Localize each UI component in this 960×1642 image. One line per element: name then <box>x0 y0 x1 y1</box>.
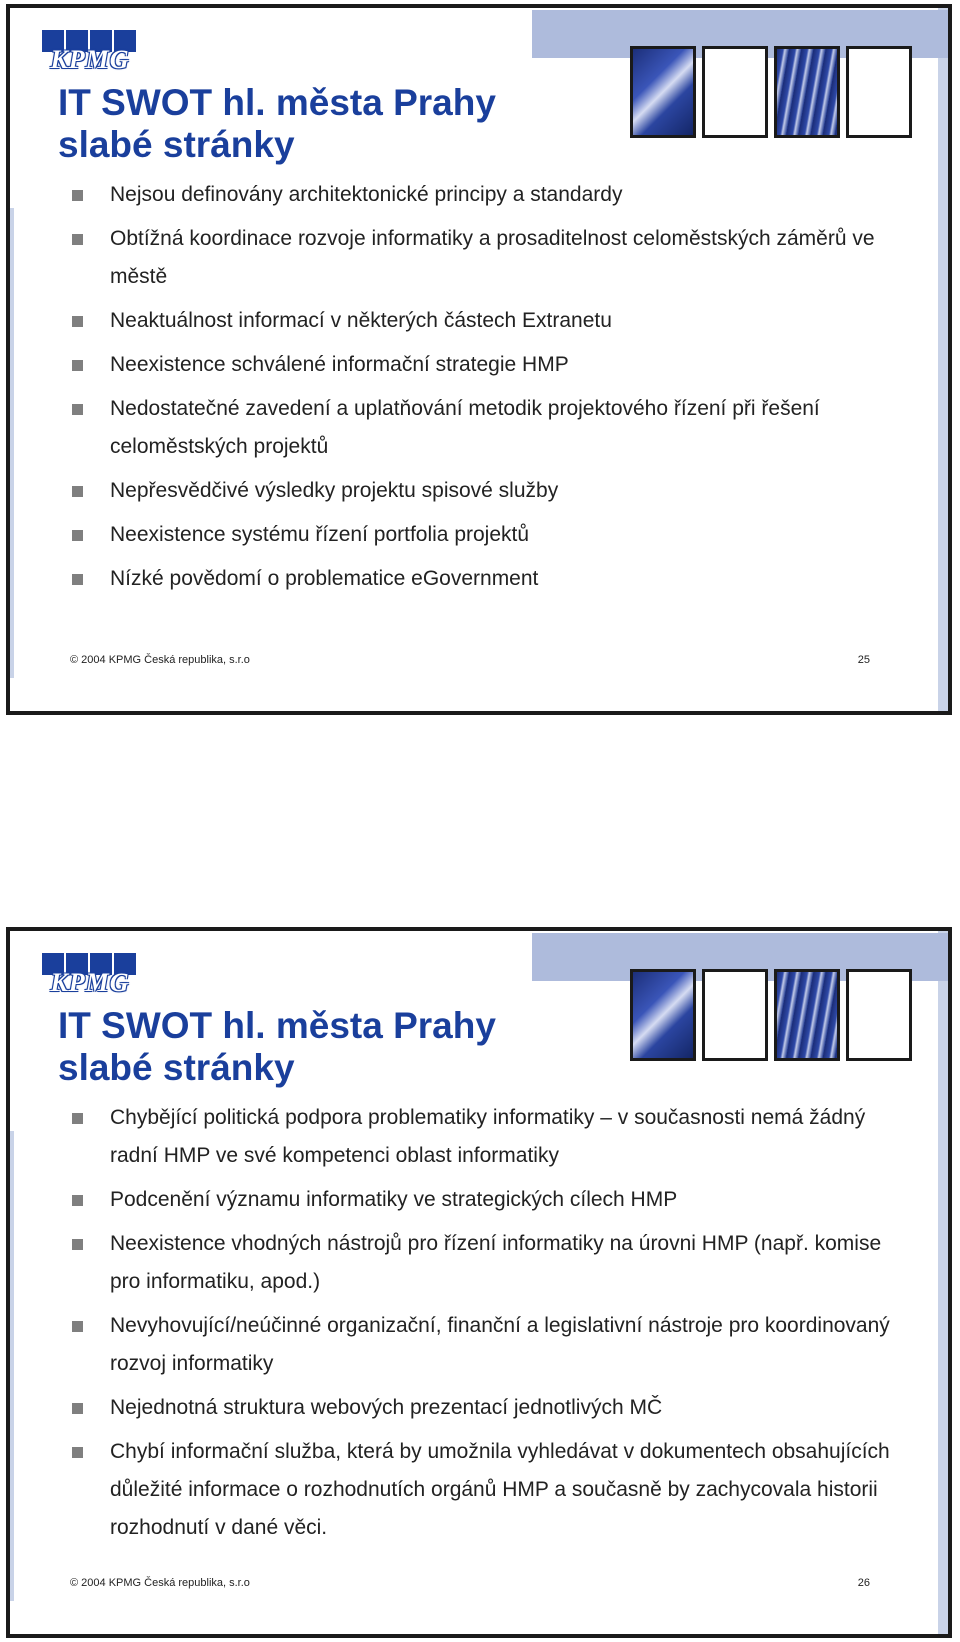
header-photos <box>630 969 922 1065</box>
bullet-square-icon <box>72 316 83 327</box>
slide-frame-shade-left <box>10 208 14 678</box>
bullet-square-icon <box>72 1195 83 1206</box>
bullet-list <box>72 1099 912 1553</box>
slide-frame-shade <box>938 8 948 711</box>
photo-tile <box>630 46 696 138</box>
photo-tile-blank <box>846 969 912 1061</box>
bullet-square-icon <box>72 234 83 245</box>
bullet-square-icon <box>72 530 83 541</box>
kpmg-logo <box>42 953 138 997</box>
list-item: Chybějící politická podpora problematiky informatiky – v současnosti nemá žádný radní HMP ve své kompetenci oblast informatiky <box>72 1099 912 1175</box>
photo-tile <box>630 969 696 1061</box>
page-number: 26 <box>857 1577 870 1589</box>
bullet-square-icon <box>72 1403 83 1414</box>
header-photos <box>630 46 922 142</box>
slide-title <box>58 82 496 166</box>
footer-copyright: © 2004 KPMG Česká republika, s.r.o <box>70 654 250 666</box>
bullet-square-icon <box>72 1321 83 1332</box>
title-line-2: slabé stránky <box>58 1047 295 1088</box>
list-item: Neexistence systému řízení portfolia projektů <box>72 516 912 554</box>
bullet-square-icon <box>72 1447 83 1458</box>
slide-frame-shade-left <box>10 1131 14 1601</box>
list-item: Neexistence schválené informační strategie HMP <box>72 346 912 384</box>
list-item: Neaktuálnost informací v některých částech Extranetu <box>72 302 912 340</box>
kpmg-logo <box>42 30 138 74</box>
list-item: Obtížná koordinace rozvoje informatiky a prosaditelnost celoměstských záměrů ve městě <box>72 220 912 296</box>
logo-text: KPMG <box>50 45 130 74</box>
list-item: Nejsou definovány architektonické principy a standardy <box>72 176 912 214</box>
bullet-square-icon <box>72 190 83 201</box>
bullet-square-icon <box>72 404 83 415</box>
list-item: Podcenění významu informatiky ve strategických cílech HMP <box>72 1181 912 1219</box>
list-item: Nedostatečné zavedení a uplatňování metodik projektového řízení při řešení celoměstských projektů <box>72 390 912 466</box>
slide-title <box>58 1005 496 1089</box>
page-number: 25 <box>857 654 870 666</box>
slide-26 <box>6 927 952 1638</box>
slide-frame-shade <box>938 931 948 1634</box>
bullet-square-icon <box>72 574 83 585</box>
list-item: Nízké povědomí o problematice eGovernment <box>72 560 912 598</box>
list-item: Nejednotná struktura webových prezentací jednotlivých MČ <box>72 1389 912 1427</box>
slide-25 <box>6 4 952 715</box>
bullet-list <box>72 176 912 604</box>
slide-footer <box>70 1577 870 1589</box>
bullet-square-icon <box>72 360 83 371</box>
bullet-square-icon <box>72 1113 83 1124</box>
photo-tile-blank <box>702 969 768 1061</box>
title-line-2: slabé stránky <box>58 124 295 165</box>
bullet-square-icon <box>72 486 83 497</box>
bullet-square-icon <box>72 1239 83 1250</box>
list-item: Chybí informační služba, která by umožnila vyhledávat v dokumentech obsahujících důležité informace o rozhodnutích orgánů HMP a současně by zachycovala historii rozhodnutí v dané věci. <box>72 1433 912 1547</box>
photo-tile-blank <box>702 46 768 138</box>
footer-copyright: © 2004 KPMG Česká republika, s.r.o <box>70 1577 250 1589</box>
list-item: Nevyhovující/neúčinné organizační, finanční a legislativní nástroje pro koordinovaný rozvoj informatiky <box>72 1307 912 1383</box>
photo-tile <box>774 46 840 138</box>
list-item: Nepřesvědčivé výsledky projektu spisové služby <box>72 472 912 510</box>
title-line-1: IT SWOT hl. města Prahy <box>58 82 496 123</box>
logo-text: KPMG <box>50 968 130 997</box>
title-line-1: IT SWOT hl. města Prahy <box>58 1005 496 1046</box>
list-item: Neexistence vhodných nástrojů pro řízení informatiky na úrovni HMP (např. komise pro informatiku, apod.) <box>72 1225 912 1301</box>
photo-tile <box>774 969 840 1061</box>
slide-footer <box>70 654 870 666</box>
photo-tile-blank <box>846 46 912 138</box>
